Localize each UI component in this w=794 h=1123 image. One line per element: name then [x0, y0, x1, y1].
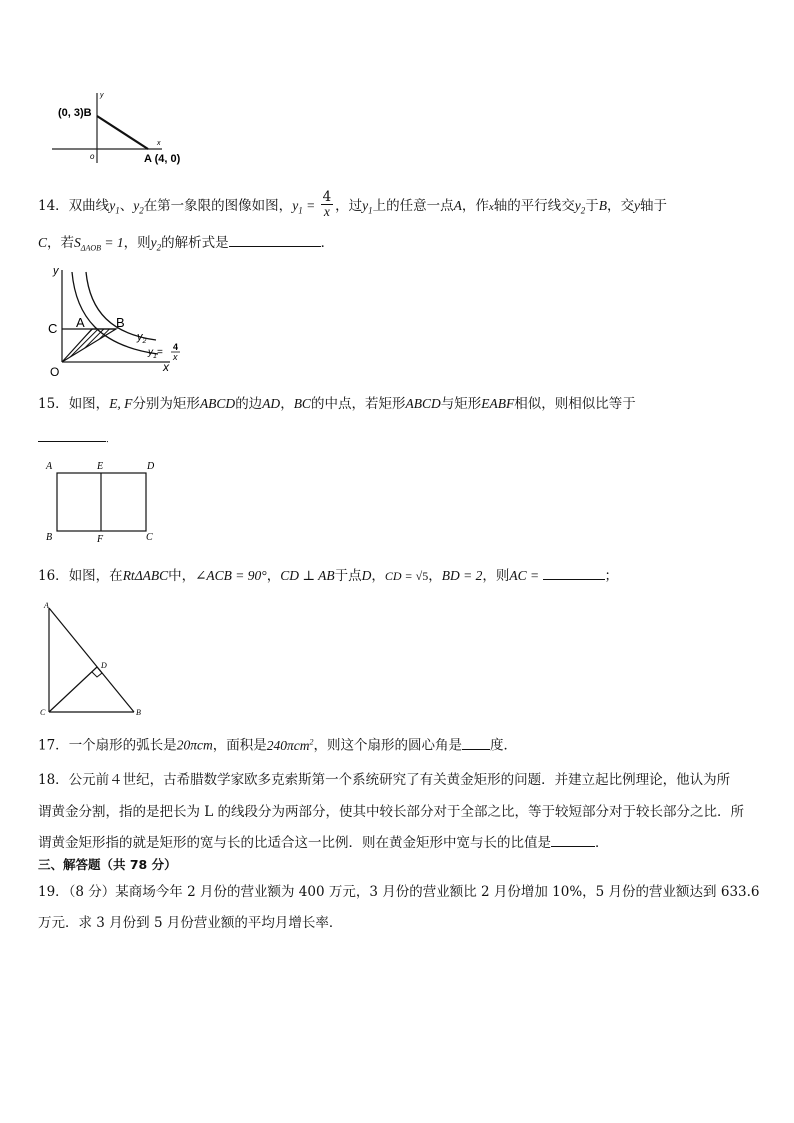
- rect-eabf: EABF: [481, 396, 515, 411]
- point-d: D: [361, 568, 372, 583]
- q14-text: 双曲线: [68, 198, 110, 214]
- label-d: D: [101, 661, 107, 670]
- bd-length: BD = 2: [441, 568, 483, 583]
- q15-text: 的中点，若矩形: [310, 396, 406, 412]
- segment-ab: [97, 116, 148, 149]
- label-f: F: [97, 534, 104, 545]
- var-y2: $y_2$: [133, 198, 144, 216]
- label-c: C: [40, 708, 46, 717]
- question-16-line-1: [38, 565, 618, 586]
- q15-text: 相似，则相似比等于: [514, 396, 636, 412]
- q16-text: ，则: [482, 568, 510, 584]
- label-d: D: [147, 461, 155, 472]
- answer-blank[interactable]: [38, 427, 106, 442]
- label-b: B: [46, 532, 53, 543]
- point-a: A: [453, 198, 462, 213]
- origin-label: O: [50, 365, 60, 379]
- origin-label: o: [90, 152, 95, 161]
- q17-text: ，面积是: [212, 737, 267, 754]
- q15-end: ．: [106, 435, 116, 445]
- side-ad: AD: [262, 396, 281, 411]
- q16-text: ，: [371, 568, 385, 584]
- q16-text: ，: [428, 568, 442, 584]
- curve-y2-label: $y_2$: [137, 331, 147, 345]
- q17-text: ，则这个扇形的圆心角是: [313, 737, 462, 754]
- question-15-line-2: [38, 427, 115, 450]
- angle-acb: ∠ACB = 90°: [195, 568, 267, 583]
- answer-blank[interactable]: [229, 232, 321, 247]
- q14-text: ，交: [607, 198, 635, 214]
- label-a: A: [46, 461, 53, 472]
- q15-text: 分别为矩形: [132, 396, 200, 412]
- q14-text: ，若: [47, 235, 75, 251]
- var-y: y: [634, 198, 641, 213]
- y-axis-label: y: [100, 92, 104, 99]
- figure-14: [40, 262, 190, 382]
- var-y1: $y_1$: [362, 198, 373, 216]
- answer-blank[interactable]: [551, 832, 595, 847]
- figure-13: [50, 85, 200, 167]
- label-b: B: [116, 315, 125, 330]
- q14-text: 在第一象限的图像如图，: [143, 198, 293, 214]
- var-y1: $y_1$: [109, 198, 120, 216]
- rt-triangle: RtΔABC: [122, 568, 169, 583]
- triangle-aob: [62, 329, 116, 362]
- label-e: E: [97, 461, 104, 472]
- question-number: 17．: [38, 737, 69, 754]
- label-a: A: [76, 315, 85, 330]
- answer-blank[interactable]: [462, 735, 490, 750]
- question-18-line-2: 谓黄金分割，指的是把长为 L 的线段分为两部分，使其中较长部分对于全部之比，等于较短部分对于较长部分之比．所: [38, 804, 745, 820]
- cd-length: CD = √5: [384, 569, 429, 583]
- side-ab: [49, 608, 134, 712]
- y-axis-label: y: [53, 265, 59, 277]
- x-axis-label: x: [157, 140, 161, 147]
- question-18-line-1: 18．公元前４世纪，古希腊数学家欧多克索斯第一个系统研究了有关黄金矩形的问题．并建立起比例理论，他认为所: [38, 772, 731, 788]
- q17-text: 度．: [489, 737, 517, 754]
- q14-text: 上的任意一点: [372, 198, 454, 214]
- question-number: 16．: [38, 568, 69, 584]
- curve-y1-fraction-num: 4: [173, 342, 179, 352]
- question-15-line-1: [38, 394, 636, 414]
- rect-abcd: ABCD: [405, 396, 441, 411]
- q14-text: ，则: [123, 235, 151, 251]
- q17-text: 一个扇形的弧长是: [68, 737, 177, 754]
- point-b-label: (0, 3)B: [58, 107, 92, 119]
- question-14-line-2: [38, 232, 334, 259]
- curve-y1-fraction-den: x: [173, 352, 178, 362]
- ac-expression: AC =: [509, 568, 543, 583]
- segment-cd: [49, 667, 97, 712]
- var-x: x: [488, 201, 494, 213]
- separator: 、: [119, 198, 134, 214]
- rect-abcd: ABCD: [199, 396, 236, 411]
- q16-text: 中，: [168, 568, 196, 584]
- q14-text: ，作: [461, 198, 489, 214]
- sector-area: 240πcm$^2$: [266, 737, 314, 753]
- label-a: A: [44, 601, 49, 610]
- q14-text: 的解析式是: [161, 235, 229, 251]
- q15-text: 的边: [235, 396, 263, 412]
- q15-text: 如图，: [68, 396, 110, 412]
- figure-16: [36, 598, 156, 720]
- section-title: 三、解答题（共 78 分）: [38, 857, 177, 872]
- point-c: C: [38, 235, 48, 250]
- q18-end: ．: [595, 835, 609, 851]
- question-17: [38, 732, 517, 756]
- q16-end: ；: [604, 568, 618, 584]
- q15-text: ，: [280, 396, 294, 412]
- q16-text: 如图，在: [68, 568, 123, 584]
- point-b: B: [598, 198, 608, 213]
- var-y2: $y_2$: [574, 198, 586, 216]
- label-c: C: [146, 532, 153, 543]
- question-18-line-3: [38, 832, 609, 853]
- figure-15: [40, 456, 165, 546]
- q14-text: ，过: [335, 198, 363, 214]
- points-ef: E, F: [109, 396, 133, 411]
- area-aob: $S_{\Delta AOB} = 1$: [74, 235, 124, 253]
- q14-end: ．: [320, 235, 335, 251]
- q14-text: 轴于: [640, 198, 668, 214]
- q18-text: 谓黄金矩形指的就是矩形的宽与长的比适合这一比例．则在黄金矩形中宽与长的比值是: [38, 835, 551, 851]
- question-14-line-1: [38, 189, 668, 221]
- label-b: B: [136, 708, 141, 717]
- q14-text: 轴的平行线交: [493, 198, 575, 214]
- question-number: 14．: [38, 198, 69, 214]
- label-c: C: [48, 321, 58, 336]
- equation-y1: $y_1$ =: [292, 198, 319, 216]
- fraction-4-over-x: $\frac{4}{x}$: [322, 189, 332, 219]
- side-bc: BC: [293, 396, 311, 411]
- var-y2: $y_2$: [150, 235, 162, 253]
- curve-y1-label: $y_1=$: [148, 347, 163, 360]
- q15-text: 与矩形: [440, 396, 482, 412]
- q14-text: 于: [585, 198, 599, 214]
- point-a-label: A (4, 0): [144, 153, 181, 165]
- x-axis-label: x: [163, 360, 169, 374]
- question-19-line-2: 万元．求 3 月份到 5 月份营业额的平均月增长率．: [38, 915, 343, 931]
- q16-text: ，: [266, 568, 281, 584]
- answer-blank[interactable]: [543, 565, 605, 580]
- question-19-line-1: 19．（8 分）某商场今年 2 月份的营业额为 400 万元，3 月份的营业额比 2 月份增加 10%，5 月份的营业额达到 633.6: [38, 884, 760, 900]
- question-number: 15．: [38, 396, 69, 412]
- arc-length: 20πcm: [176, 737, 213, 753]
- cd-perp-ab: CD ⊥ AB: [280, 568, 335, 583]
- q16-text: 于点: [334, 568, 362, 584]
